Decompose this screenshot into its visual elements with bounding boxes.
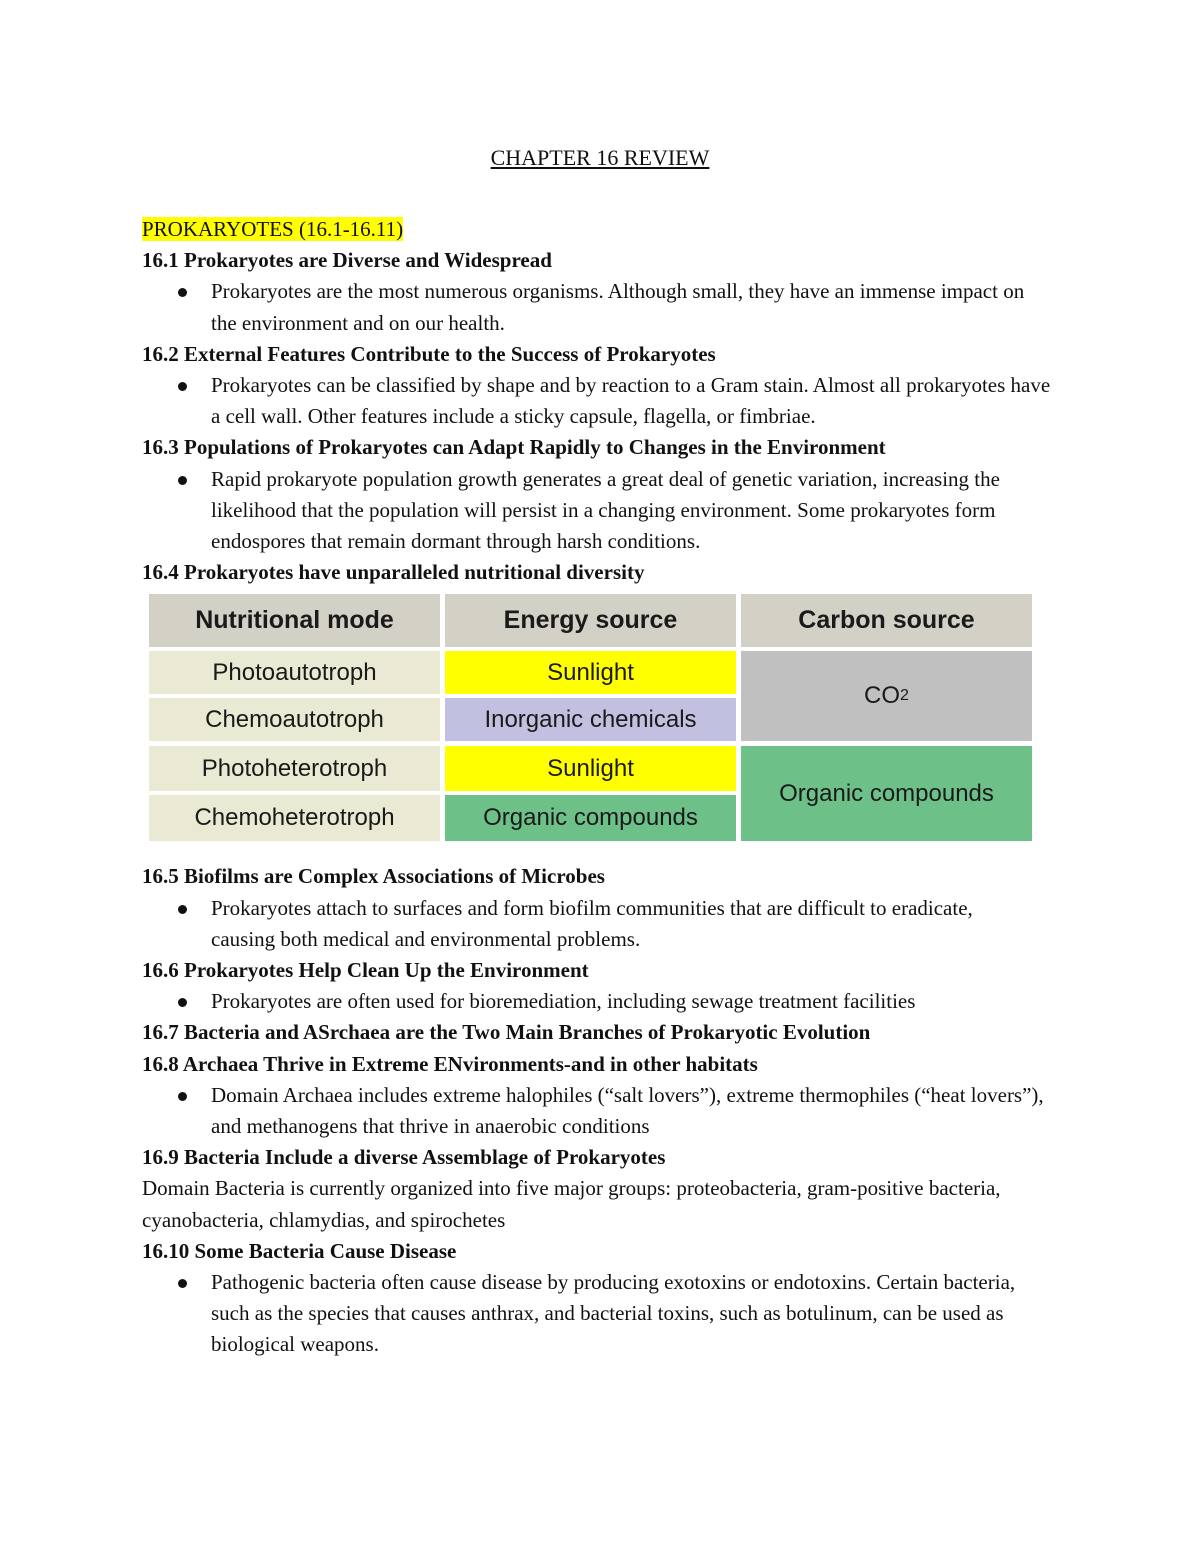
table-cell-carbon-organic: Organic compounds <box>741 746 1032 841</box>
table-cell-mode: Photoheterotroph <box>149 746 440 791</box>
bullet-item: Prokaryotes are the most numerous organisms. Although small, they have an immense impact on the environment and on our health. <box>142 276 1072 338</box>
table-cell-energy: Inorganic chemicals <box>445 698 736 741</box>
nutrition-table <box>145 594 1035 849</box>
bullet-icon <box>178 1092 187 1101</box>
table-header-carbon: Carbon source <box>741 594 1032 647</box>
bullet-icon <box>178 288 187 297</box>
table-cell-energy: Sunlight <box>445 746 736 791</box>
table-cell-mode: Chemoautotroph <box>149 698 440 741</box>
section-heading-16-3: 16.3 Populations of Prokaryotes can Adapt Rapidly to Changes in the Environment <box>142 435 886 460</box>
section-heading-16-4: 16.4 Prokaryotes have unparalleled nutritional diversity <box>142 560 645 585</box>
section-heading-16-6: 16.6 Prokaryotes Help Clean Up the Environment <box>142 958 589 983</box>
bullet-item: Rapid prokaryote population growth generates a great deal of genetic variation, increasing the likelihood that the population will persist in a changing environment. Some prokaryotes form endospores that remain dormant through harsh conditions. <box>142 464 1072 558</box>
table-header-energy: Energy source <box>445 594 736 647</box>
bullet-icon <box>178 382 187 391</box>
bullet-item: Prokaryotes attach to surfaces and form biofilm communities that are difficult to eradicate, causing both medical and environmental problems. <box>142 893 1072 955</box>
bullet-icon <box>178 905 187 914</box>
page-title-text: CHAPTER 16 REVIEW <box>490 145 710 170</box>
page-title <box>0 143 1200 173</box>
table-cell-energy: Organic compounds <box>445 795 736 841</box>
section-heading-16-8: 16.8 Archaea Thrive in Extreme ENvironments-and in other habitats <box>142 1051 758 1076</box>
table-header-mode: Nutritional mode <box>149 594 440 647</box>
section-heading-16-10: 16.10 Some Bacteria Cause Disease <box>142 1238 457 1263</box>
bullet-icon <box>178 998 187 1007</box>
section-heading-16-2: 16.2 External Features Contribute to the Success of Prokaryotes <box>142 341 716 366</box>
paragraph: Domain Bacteria is currently organized into five major groups: proteobacteria, gram-positive bacteria, cyanobacteria, chlamydias, and spirochetes <box>142 1176 1001 1232</box>
table-cell-carbon-co2: CO 2 <box>741 651 1032 741</box>
table-cell-energy: Sunlight <box>445 651 736 694</box>
section-heading-16-1: 16.1 Prokaryotes are Diverse and Widespread <box>142 248 552 273</box>
table-cell-mode: Chemoheterotroph <box>149 795 440 841</box>
unit-heading: PROKARYOTES (16.1-16.11) <box>142 217 404 241</box>
bullet-icon <box>178 476 187 485</box>
bullet-icon <box>178 1279 187 1288</box>
document-body <box>142 214 1072 1361</box>
table-cell-mode: Photoautotroph <box>149 651 440 694</box>
bullet-item: Domain Archaea includes extreme halophiles (“salt lovers”), extreme thermophiles (“heat lovers”), and methanogens that thrive in anaerobic conditions <box>142 1080 1072 1142</box>
section-heading-16-9: 16.9 Bacteria Include a diverse Assemblage of Prokaryotes <box>142 1145 666 1170</box>
bullet-item: Prokaryotes can be classified by shape and by reaction to a Gram stain. Almost all prokaryotes have a cell wall. Other features include a sticky capsule, flagella, or fimbriae. <box>142 370 1072 432</box>
bullet-item: Prokaryotes are often used for bioremediation, including sewage treatment facilities <box>142 986 1072 1017</box>
section-heading-16-5: 16.5 Biofilms are Complex Associations of Microbes <box>142 864 605 889</box>
bullet-item: Pathogenic bacteria often cause disease by producing exotoxins or endotoxins. Certain bacteria, such as the species that causes anthrax, and bacterial toxins, such as botulinum, can be used as biological weapons. <box>142 1267 1072 1361</box>
section-heading-16-7: 16.7 Bacteria and ASrchaea are the Two Main Branches of Prokaryotic Evolution <box>142 1020 871 1045</box>
